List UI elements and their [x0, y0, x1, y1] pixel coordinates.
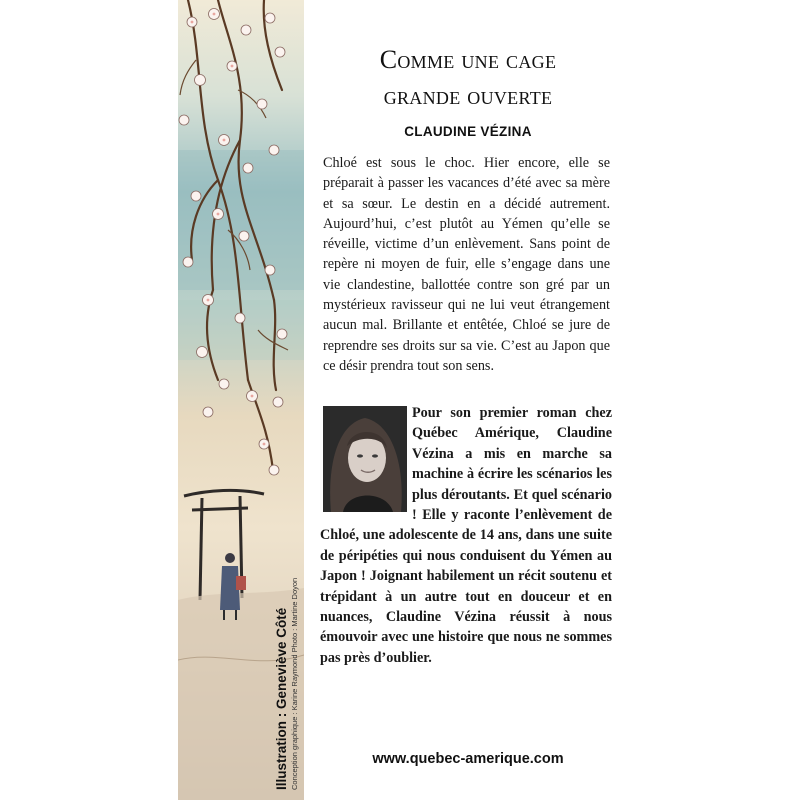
title-line-1: Comme une cage: [379, 45, 557, 74]
cover-credits: [274, 500, 300, 790]
title-line-2: grande ouverte: [383, 81, 553, 110]
design-photo-credit: Conception graphique : Karine Raymond Photo : Martine Doyon: [290, 577, 299, 790]
illustration-credit: Illustration : Geneviève Côté: [274, 607, 289, 790]
publisher-website: www.quebec-amerique.com: [372, 751, 564, 767]
author-bio: [320, 403, 612, 668]
book-synopsis: Chloé est sous le choc. Hier encore, elle se préparait à passer les vacances d’été avec sa mère et sa sœur. Le destin en a décidé autrement. Aujourd’hui, c’est plutôt au Yémen qu’elle se réveille, victime d’un enlèvement. Sans point de repère ni moyen de fuir, elle s’engage dans une vie clandestine, ballottée contre son gré par un mystérieux ravisseur qui ne lui veut étrangement aucun mal. Brillante et entêtée, Chloé se jure de reprendre ses droits sur sa vie. C’est au Japon que ce désir prendra tout son sens.: [323, 155, 610, 374]
author-name: CLAUDINE VÉZINA: [404, 124, 532, 139]
photo-wrap-space: [320, 403, 412, 511]
book-title: [318, 42, 618, 114]
book-back-cover: [178, 0, 620, 800]
author-bio-text: Pour son premier roman chez Québec Amérique, Claudine Vézina a mis en marche sa machine à écrire les scénarios les plus déroutants. Et quel scénario ! Elle y raconte l’enlèvement de Chloé, une adolescente de 14 ans, dans une suite de péripéties qui nous conduisent du Yémen au Japon ! Joignant habilement un récit soutenu et trépidant à un autre tout en douceur et en nuances, Claudine Vézina réussit à nous émouvoir avec une histoire que nous ne sommes pas près d’oublier.: [320, 405, 612, 666]
